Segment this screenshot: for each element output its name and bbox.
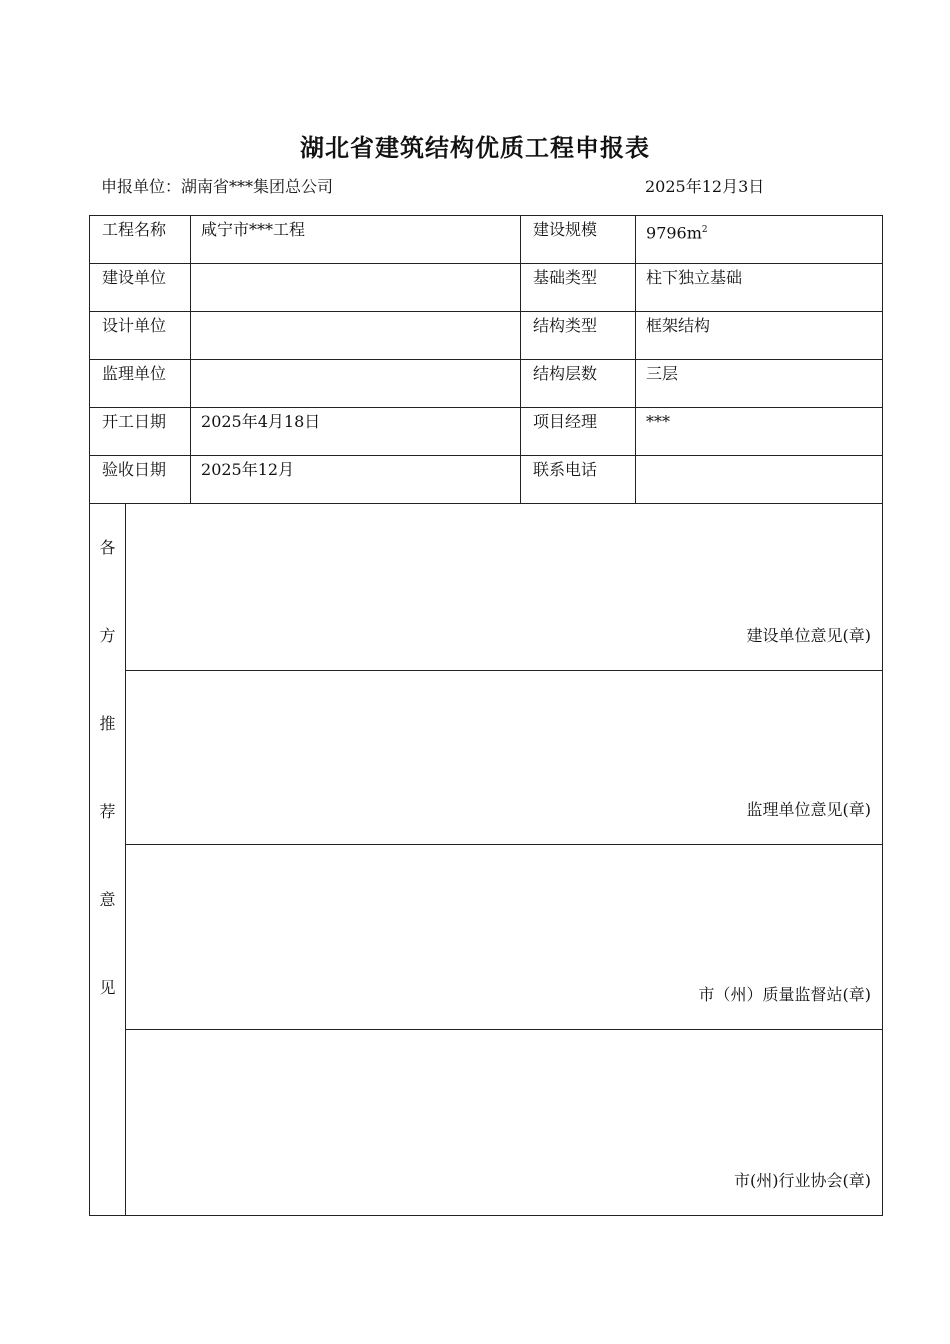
row-supervision xyxy=(90,360,883,408)
manager-value: *** xyxy=(646,412,671,431)
side-char: 见 xyxy=(99,978,116,997)
floors-label: 结构层数 xyxy=(533,364,598,383)
label-cell xyxy=(521,312,636,360)
label-cell xyxy=(90,360,191,408)
accept-date-label: 验收日期 xyxy=(102,460,167,479)
label-cell xyxy=(90,216,191,264)
structure-label: 结构类型 xyxy=(533,316,598,335)
row-project-name xyxy=(90,216,883,264)
value-cell xyxy=(636,360,883,408)
scale-label: 建设规模 xyxy=(533,220,598,239)
label-cell xyxy=(521,264,636,312)
floors-value: 三层 xyxy=(646,364,679,383)
value-cell xyxy=(636,216,883,264)
builder-opinion-box xyxy=(126,504,883,671)
builder-label: 建设单位 xyxy=(102,268,167,287)
label-cell xyxy=(521,456,636,504)
project-name-label: 工程名称 xyxy=(102,220,167,239)
label-cell xyxy=(90,408,191,456)
side-char: 推 xyxy=(99,714,116,733)
row-opinion-association xyxy=(90,1030,883,1216)
scale-unit-sup: 2 xyxy=(701,225,708,235)
value-cell xyxy=(636,456,883,504)
quality-station-opinion-box xyxy=(126,845,883,1030)
application-form xyxy=(89,215,883,1216)
label-cell xyxy=(90,456,191,504)
label-cell xyxy=(521,408,636,456)
report-date: 2025年12月3日 xyxy=(645,177,765,196)
row-opinion-builder xyxy=(90,504,883,671)
builder-opinion-signature: 建设单位意见(章) xyxy=(746,626,872,645)
row-opinion-supervision xyxy=(90,671,883,845)
design-label: 设计单位 xyxy=(102,316,167,335)
page-title: 湖北省建筑结构优质工程申报表 xyxy=(300,134,650,162)
opinions-side-label xyxy=(90,504,126,1216)
association-opinion-box xyxy=(126,1030,883,1216)
label-cell xyxy=(90,312,191,360)
label-cell xyxy=(90,264,191,312)
value-cell xyxy=(636,312,883,360)
supervision-opinion-box xyxy=(126,671,883,845)
side-char: 荐 xyxy=(99,802,116,821)
value-cell xyxy=(191,360,521,408)
supervision-value xyxy=(191,360,520,368)
supervision-opinion-signature: 监理单位意见(章) xyxy=(746,800,872,819)
structure-value: 框架结构 xyxy=(646,316,711,335)
value-cell xyxy=(191,216,521,264)
side-char: 各 xyxy=(99,538,116,557)
foundation-label: 基础类型 xyxy=(533,268,598,287)
side-char: 方 xyxy=(99,626,116,645)
side-char: 意 xyxy=(99,890,116,909)
value-cell xyxy=(636,264,883,312)
row-design xyxy=(90,312,883,360)
supervision-label: 监理单位 xyxy=(102,364,167,383)
value-cell xyxy=(191,312,521,360)
scale-value: 9796m xyxy=(646,223,702,243)
manager-label: 项目经理 xyxy=(533,412,598,431)
builder-value xyxy=(191,264,520,272)
start-date-label: 开工日期 xyxy=(102,412,167,431)
start-date-value: 2025年4月18日 xyxy=(201,412,321,431)
foundation-value: 柱下独立基础 xyxy=(646,268,743,287)
phone-value xyxy=(636,456,882,464)
phone-label: 联系电话 xyxy=(533,460,598,479)
value-cell xyxy=(191,264,521,312)
row-builder xyxy=(90,264,883,312)
row-opinion-quality xyxy=(90,845,883,1030)
value-cell xyxy=(191,408,521,456)
quality-station-signature: 市（州）质量监督站(章) xyxy=(698,985,872,1004)
association-signature: 市(州)行业协会(章) xyxy=(734,1171,872,1190)
accept-date-value: 2025年12月 xyxy=(201,460,295,479)
value-cell xyxy=(191,456,521,504)
value-cell xyxy=(636,408,883,456)
label-cell xyxy=(521,216,636,264)
project-name-value: 咸宁市***工程 xyxy=(201,220,306,239)
row-start-date xyxy=(90,408,883,456)
label-cell xyxy=(521,360,636,408)
design-value xyxy=(191,312,520,320)
applicant-unit: 申报单位：湖南省***集团总公司 xyxy=(101,177,334,196)
row-accept-date xyxy=(90,456,883,504)
